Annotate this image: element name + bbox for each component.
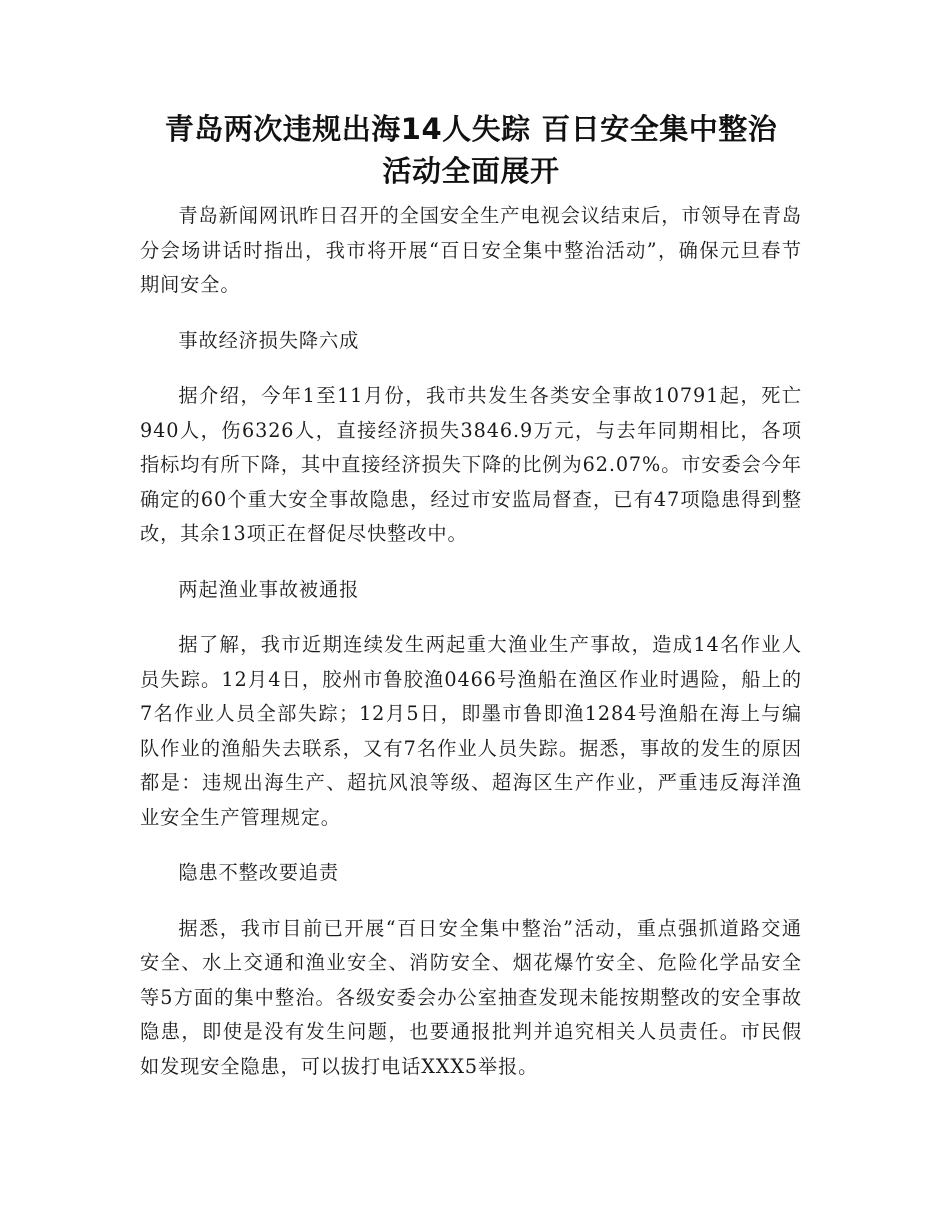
article-title bbox=[140, 108, 802, 192]
lead-paragraph: 青岛新闻网讯昨日召开的全国安全生产电视会议结束后，市领导在青岛分会场讲话时指出，我市将开展“百日安全集中整治活动”，确保元旦春节期间安全。 bbox=[140, 204, 802, 296]
section-heading-accountability: 隐患不整改要追责 bbox=[178, 861, 340, 884]
body-paragraph-statistics: 据介绍，今年1至11月份，我市共发生各类安全事故10791起，死亡940人，伤6326人，直接经济损失3846.9万元，与去年同期相比，各项指标均有所下降，其中直接经济损失下降的比例为62.07%。市安委会今年确定的60个重大安全事故隐患，经过市安监局督查，已有47项隐患得到整改，其余13项正在督促尽快整改中。 bbox=[140, 384, 802, 545]
body-paragraph-rectification: 据悉，我市目前已开展“百日安全集中整治”活动，重点强抓道路交通安全、水上交通和渔业安全、消防安全、烟花爆竹安全、危险化学品安全等5方面的集中整治。各级安委会办公室抽查发现未能按期整改的安全事故隐患，即使是没有发生问题，也要通报批判并追究相关人员责任。市民假如发现安全隐患，可以拔打电话XXX5举报。 bbox=[140, 916, 802, 1078]
article-title-line-2: 活动全面展开 bbox=[382, 154, 560, 188]
section-heading-economic-loss: 事故经济损失降六成 bbox=[178, 328, 360, 352]
body-paragraph-fishery: 据了解，我市近期连续发生两起重大渔业生产事故，造成14名作业人员失踪。12月4日，胶州市鲁胶渔0466号渔船在渔区作业时遇险，船上的7名作业人员全部失踪；12月5日，即墨市鲁即渔1284号渔船在海上与编队作业的渔船失去联系，又有7名作业人员失踪。据悉，事故的发生的原因都是：违规出海生产、超抗风浪等级、超海区生产作业，严重违反海洋渔业安全生产管理规定。 bbox=[140, 633, 802, 829]
document-page bbox=[140, 108, 802, 1084]
article-title-line-1: 青岛两次违规出海14人失踪 百日安全集中整治 bbox=[164, 112, 778, 146]
section-heading-fishery-accidents: 两起渔业事故被通报 bbox=[178, 577, 360, 601]
